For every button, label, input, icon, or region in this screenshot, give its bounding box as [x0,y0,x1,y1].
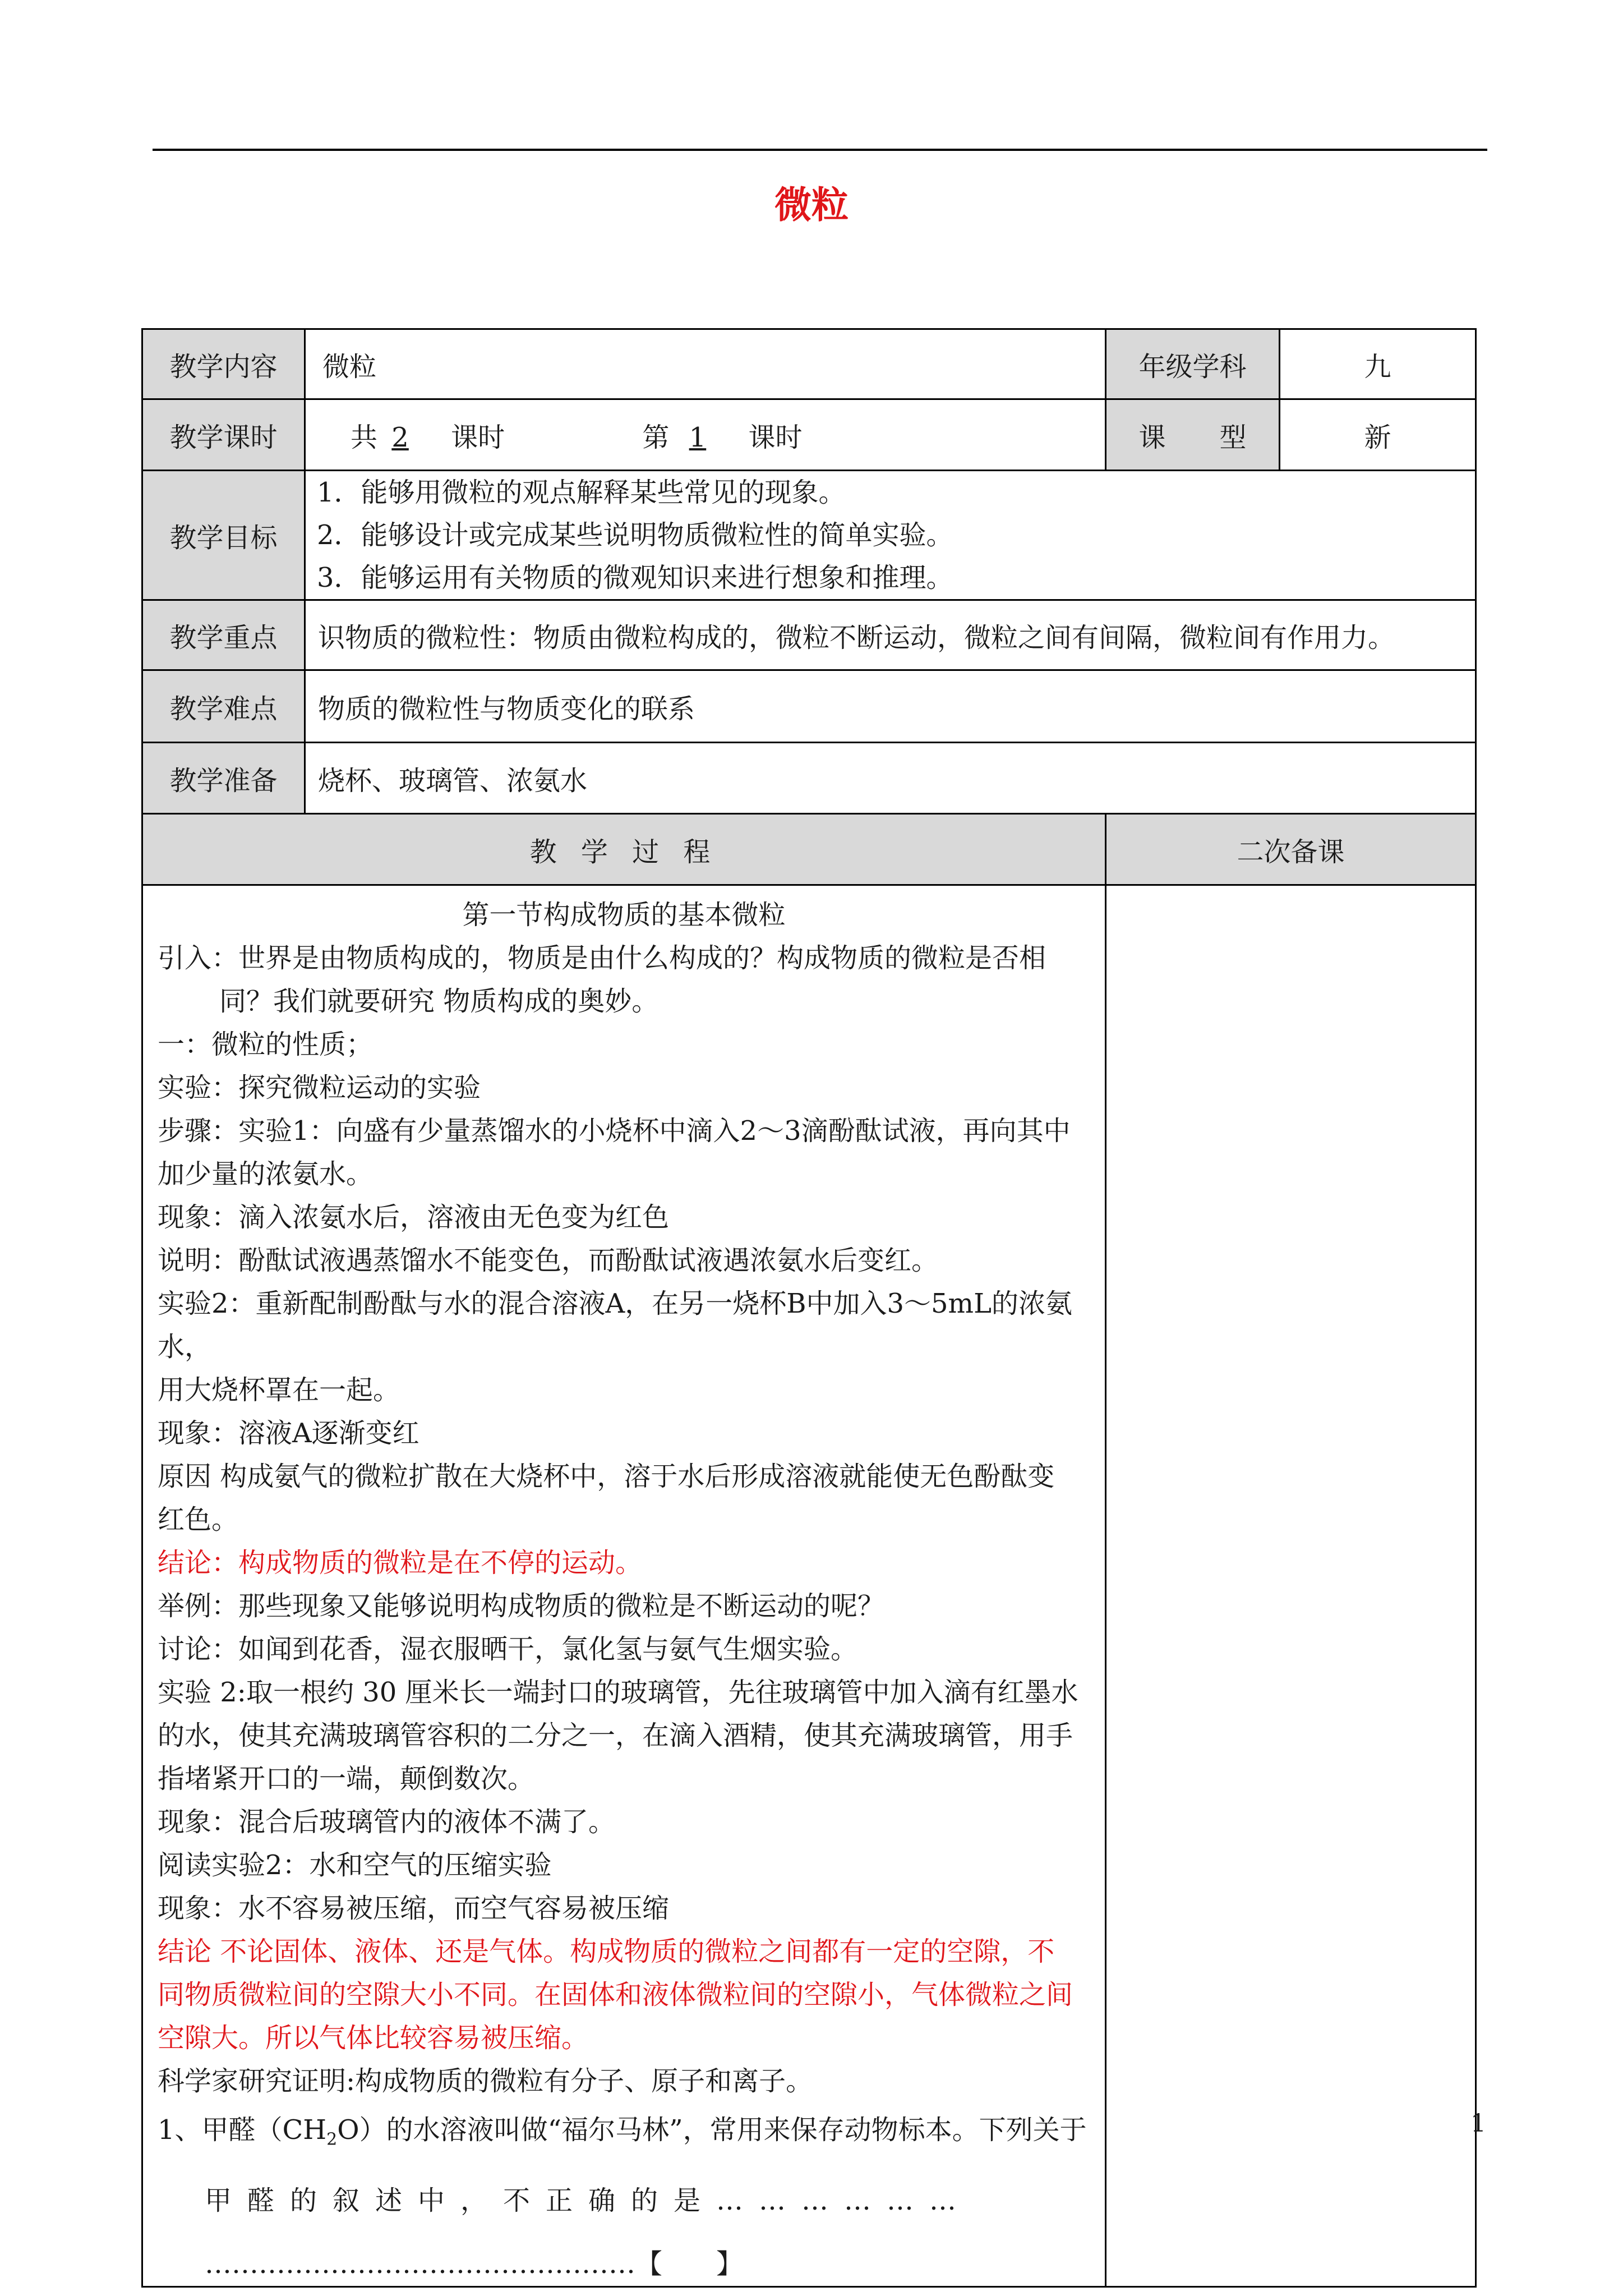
goal-item: 3．能够运用有关物质的微观知识来进行想象和推理。 [317,562,953,593]
type-label: 课 型 [1106,399,1280,471]
row-content [142,329,1476,399]
phenomenon: 现象：溶液A逐渐变红 [158,1418,419,1449]
reading-experiment: 阅读实验2：水和空气的压缩实验 [158,1849,552,1881]
explanation: 说明：酚酞试液遇蒸馏水不能变色，而酚酞试液遇浓氨水后变红。 [158,1245,939,1276]
conclusion: 结论 不论固体、液体、还是气体。构成物质的微粒之间都有一定的空隙，不 [158,1936,1055,1967]
step-line: 步骤：实验1：向盛有少量蒸馏水的小烧杯中滴入2～3滴酚酞试液，再向其中 [158,1115,1071,1147]
heading: 一：微粒的性质； [158,1029,374,1060]
type-value: 新 [1280,399,1476,471]
header-rule [153,149,1487,151]
row-key [142,600,1476,670]
content-label: 教学内容 [142,329,305,399]
experiment-title: 实验：探究微粒运动的实验 [158,1072,481,1103]
example: 举例：那些现象又能够说明构成物质的微粒是不断运动的呢？ [158,1590,885,1622]
question-line: 1、甲醛$(CH_2O)$的水溶液叫做“福尔马林”，常用来保存动物标本。下列关于 [158,2114,1087,2150]
hours-label: 教学课时 [142,399,305,471]
key-label: 教学重点 [142,600,305,670]
goal-item: 1．能够用微粒的观点解释某些常见的现象。 [317,477,846,508]
intro-line: 同？我们就要研究 物质构成的奥妙。 [219,986,659,1017]
experiment-line: 的水，使其充满玻璃管容积的二分之一，在滴入酒精，使其充满玻璃管，用手 [158,1720,1073,1751]
conclusion: 同物质微粒间的空隙大小不同。在固体和液体微粒间的空隙小，气体微粒之间 [158,1979,1073,2010]
content-value: 微粒 [305,329,1106,399]
row-process-header [142,814,1476,885]
row-hours [142,399,1476,471]
grade-value: 九 [1280,329,1476,399]
question-line: 甲醛的叙述中，不正确的是……………… [205,2184,972,2216]
experiment-line: 实验 2:取一根约 30 厘米长一端封口的玻璃管，先往玻璃管中加入滴有红墨水 [158,1677,1078,1708]
discussion: 讨论：如闻到花香，湿衣服晒干，氯化氢与氨气生烟实验。 [158,1634,858,1665]
difficulty-value: 物质的微粒性与物质变化的联系 [305,670,1476,743]
page-number: 1 [1470,2109,1486,2138]
row-difficulty [142,670,1476,743]
phenomenon: 现象：混合后玻璃管内的液体不满了。 [158,1806,616,1838]
hours-value: 共 2 课时 第 1 课时 [305,399,1106,471]
reason-line: 原因 构成氨气的微粒扩散在大烧杯中，溶于水后形成溶液就能使无色酚酞变 [158,1461,1055,1492]
row-process-body [142,885,1476,2287]
science-note: 科学家研究证明:构成物质的微粒有分子、原子和离子。 [158,2065,813,2097]
process-header: 教 学 过 程 [142,814,1106,885]
step-line: 加少量的浓氨水。 [158,1158,374,1190]
lesson-plan-table [141,328,1477,2288]
conclusion: 结论：构成物质的微粒是在不停的运动。 [158,1547,643,1579]
prep-label: 教学准备 [142,743,305,814]
page-title: 微粒 [774,183,849,227]
hours-total: 2 [391,421,409,453]
intro-line: 引入：世界是由物质构成的，物质是由什么构成的？构成物质的微粒是否相 [158,942,1046,974]
key-value: 识物质的微粒性：物质由微粒构成的，微粒不断运动，微粒之间有间隔，微粒间有作用力。 [305,600,1476,670]
grade-label: 年级学科 [1106,329,1280,399]
prep-value: 烧杯、玻璃管、浓氨水 [305,743,1476,814]
experiment-line: 实验2：重新配制酚酞与水的混合溶液A，在另一烧杯B中加入3～5mL的浓氨水， [158,1288,1072,1363]
row-prep [142,743,1476,814]
phenomenon: 现象：水不容易被压缩，而空气容易被压缩 [158,1893,670,1924]
second-prep-header: 二次备课 [1106,814,1476,885]
goals-list [305,471,1476,600]
section-title: 第一节构成物质的基本微粒 [462,899,786,931]
reason-line: 红色。 [158,1504,239,1535]
experiment-line: 指堵紧开口的一端，颠倒数次。 [158,1763,535,1795]
goal-item: 2．能够设计或完成某些说明物质微粒性的简单实验。 [317,519,953,551]
question-line: …………………………………………【 】 [205,2248,744,2280]
conclusion: 空隙大。所以气体比较容易被压缩。 [158,2022,589,2054]
experiment-line: 用大烧杯罩在一起。 [158,1374,400,1406]
second-prep-cell [1106,885,1476,2287]
difficulty-label: 教学难点 [142,670,305,743]
process-content [142,885,1106,2287]
phenomenon: 现象：滴入浓氨水后，溶液由无色变为红色 [158,1202,670,1233]
row-goals [142,471,1476,600]
goals-label: 教学目标 [142,471,305,600]
hours-number: 1 [689,421,707,453]
